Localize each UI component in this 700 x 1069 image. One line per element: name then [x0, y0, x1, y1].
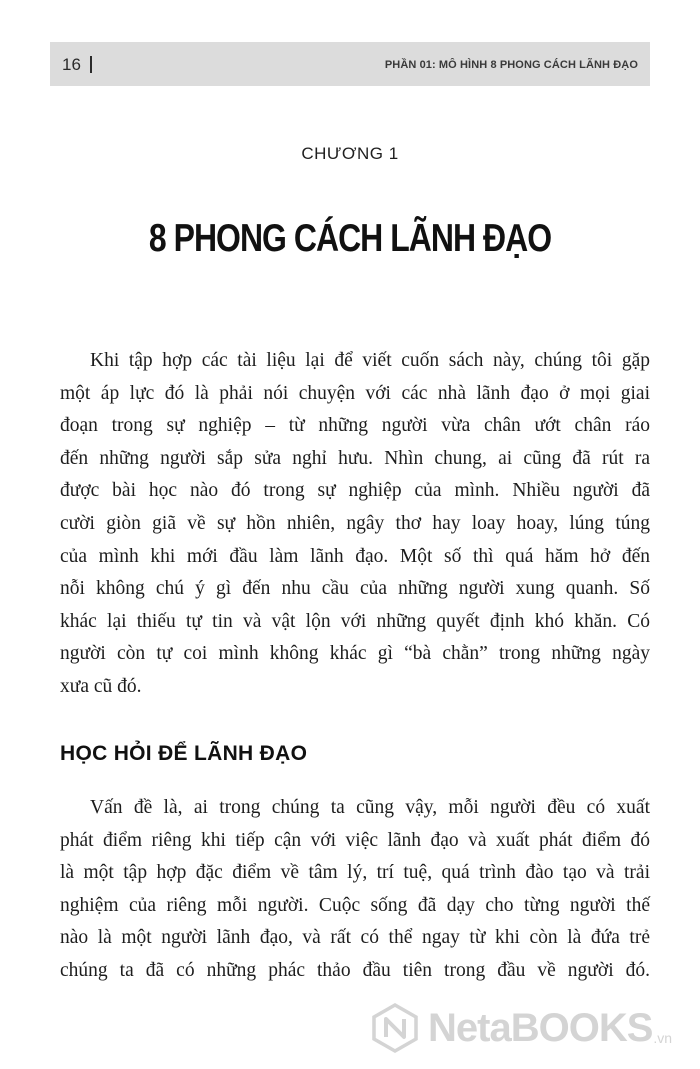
- section-heading: HỌC HỎI ĐỂ LÃNH ĐẠO: [60, 742, 308, 765]
- paragraph-line: nghiệm của riêng mỗi người. Cuộc sống đã dạy cho từng người thế: [60, 894, 650, 916]
- netabooks-logo-icon: [370, 1003, 420, 1053]
- paragraph-line: một áp lực đó là phải nói chuyện với các nhà lãnh đạo ở mọi giai: [60, 382, 650, 404]
- paragraph-line: chúng ta đã có những phác thảo đầu tiên trong đầu về người đó.: [60, 959, 650, 981]
- paragraph-line: được bài học nào đó trong sự nghiệp của mình. Nhiều người đã: [60, 480, 650, 502]
- paragraph-line: Khi tập hợp các tài liệu lại để viết cuốn sách này, chúng tôi gặp: [90, 350, 650, 371]
- running-head: PHẦN 01: MÔ HÌNH 8 PHONG CÁCH LÃNH ĐẠO: [384, 59, 638, 71]
- paragraph-line: nỗi không chú ý gì đến nhu cầu của những người xung quanh. Số: [60, 578, 650, 600]
- body-paragraph-2: [60, 792, 650, 988]
- paragraph-line: xưa cũ đó.: [60, 675, 142, 697]
- paragraph-line: của mình khi mới đầu làm lãnh đạo. Một số thì quá hăm hở đến: [60, 545, 650, 567]
- paragraph-line: là một tập hợp đặc điểm về tâm lý, trí tuệ, quá trình đào tạo và trải: [60, 862, 650, 884]
- watermark-brand: NetaBOOKS: [428, 1006, 653, 1050]
- header-divider: [90, 56, 92, 73]
- paragraph-line: cười giòn giã về sự hồn nhiên, ngây thơ hay loay hoay, lúng túng: [60, 512, 650, 534]
- watermark-suffix: .vn: [653, 1030, 673, 1046]
- chapter-label: CHƯƠNG 1: [301, 144, 399, 163]
- paragraph-line: đến những người sắp sửa nghỉ hưu. Nhìn chung, ai cũng đã rút ra: [60, 447, 650, 469]
- chapter-title: 8 PHONG CÁCH LÃNH ĐẠO: [148, 217, 552, 260]
- paragraph-line: người còn tự coi mình không khác gì “bà chằn” trong những ngày: [60, 643, 650, 665]
- watermark: [370, 998, 690, 1058]
- paragraph-line: đoạn trong sự nghiệp – từ những người vừa chân ướt chân ráo: [60, 415, 650, 437]
- paragraph-line: khác lại thiếu tự tin và vật lộn với những quyết định khó khăn. Có: [60, 610, 650, 632]
- paragraph-line: phát điểm riêng khi tiếp cận với việc lãnh đạo và xuất phát điểm đó: [60, 829, 650, 851]
- paragraph-line: Vấn đề là, ai trong chúng ta cũng vậy, mỗi người đều có xuất: [90, 797, 650, 818]
- body-paragraph-1: [60, 345, 650, 704]
- page-number: 16: [62, 55, 81, 74]
- paragraph-line: nào là một người lãnh đạo, và rất có thể ngay từ khi còn là đứa trẻ: [60, 927, 650, 949]
